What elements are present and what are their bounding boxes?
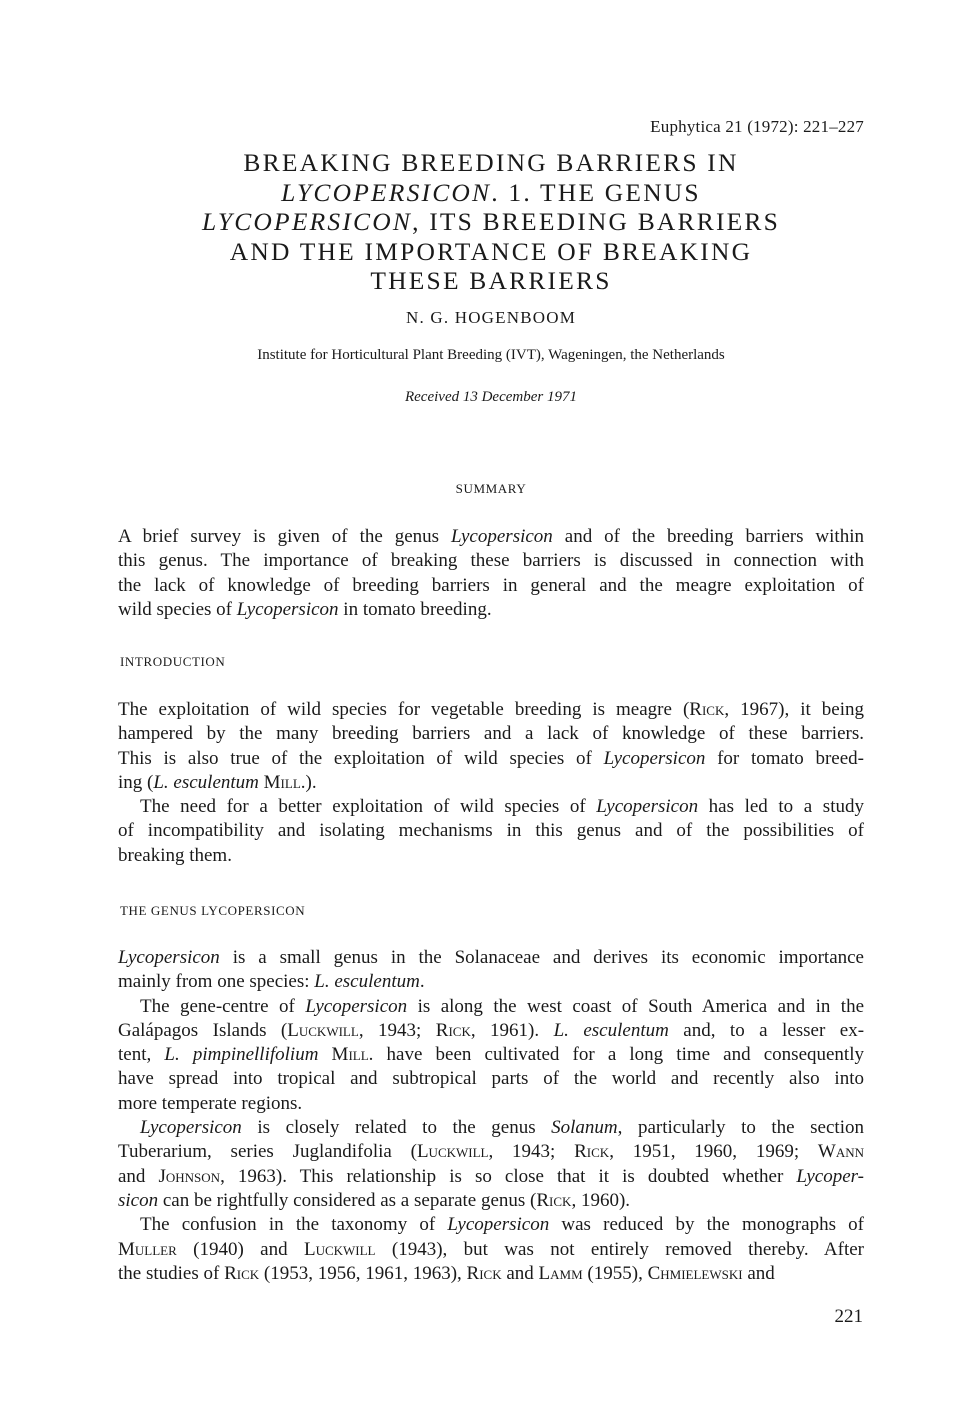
text-line: This is also true of the exploitation of wild species of Lycopersicon for tomato breed- <box>118 747 864 769</box>
text-line: The gene-centre of Lycopersicon is along the west coast of South America and in the <box>140 995 865 1017</box>
text-line: The need for a better exploitation of wild species of Lycopersicon has led to a study <box>140 796 864 818</box>
text-line: more temperate regions. <box>118 1092 303 1114</box>
author-name: N. G. HOGENBOOM <box>405 308 577 327</box>
journal-citation: Euphytica 21 (1972): 221–227 <box>650 117 864 136</box>
title-line: THESE BARRIERS <box>370 266 612 295</box>
title-line: AND THE IMPORTANCE OF BREAKING <box>229 236 753 266</box>
summary-heading: SUMMARY <box>455 481 527 496</box>
text-line: mainly from one species: L. esculentum. <box>118 971 425 993</box>
text-line: breaking them. <box>118 844 232 866</box>
introduction-paragraph <box>118 698 864 868</box>
page-number: 221 <box>834 1306 863 1327</box>
text-line: the studies of Rick (1953, 1956, 1961, 1963), Rick and Lamm (1955), Chmielewski and <box>118 1262 775 1284</box>
text-line: and Johnson, 1963). This relationship is so close that it is doubted whether Lycoper- <box>118 1165 864 1187</box>
text-line: ing (L. esculentum Mill.). <box>118 771 317 793</box>
text-line: Muller (1940) and Luckwill (1943), but was not entirely removed thereby. After <box>118 1238 864 1260</box>
title-line: BREAKING BREEDING BARRIERS IN <box>243 148 739 177</box>
text-line: tent, L. pimpinellifolium Mill. have been cultivated for a long time and consequently <box>118 1044 864 1066</box>
text-line: wild species of Lycopersicon in tomato breeding. <box>118 598 492 620</box>
text-line: The exploitation of wild species for vegetable breeding is meagre (Rick, 1967), it being <box>118 699 864 720</box>
text-line: of incompatibility and isolating mechanisms in this genus and of the possibilities of <box>118 820 864 842</box>
title-line: LYCOPERSICON. 1. THE GENUS <box>281 177 701 207</box>
text-line: hampered by the many breeding barriers and a lack of knowledge of these barriers. <box>118 723 864 745</box>
introduction-heading: INTRODUCTION <box>120 654 226 669</box>
article-title <box>120 148 862 296</box>
affiliation: Institute for Horticultural Plant Breeding (IVT), Wageningen, the Netherlands <box>257 347 725 363</box>
title-line: LYCOPERSICON, ITS BREEDING BARRIERS <box>201 207 781 236</box>
text-line: Lycopersicon is closely related to the genus Solanum, particularly to the section <box>140 1117 864 1139</box>
text-line: Tuberarium, series Juglandifolia (Luckwill, 1943; Rick, 1951, 1960, 1969; Wann <box>118 1141 865 1163</box>
text-line: Lycopersicon is a small genus in the Solanaceae and derives its economic importance <box>118 947 864 968</box>
genus-heading: THE GENUS LYCOPERSICON <box>120 903 306 918</box>
text-line: A brief survey is given of the genus Lycopersicon and of the breeding barriers within <box>118 526 864 547</box>
text-line: the lack of knowledge of breeding barriers in general and the meagre exploitation of <box>118 574 864 596</box>
text-line: sicon can be rightfully considered as a separate genus (Rick, 1960). <box>118 1189 631 1211</box>
text-line: this genus. The importance of breaking these barriers is discussed in connection with <box>118 550 864 572</box>
genus-paragraph <box>118 946 864 1286</box>
text-line: Galápagos Islands (Luckwill, 1943; Rick, 1961). L. esculentum and, to a lesser ex- <box>118 1019 865 1041</box>
title-italic-genus: LYCOPERSICON <box>281 177 492 207</box>
summary-paragraph <box>118 525 864 622</box>
text-line: The confusion in the taxonomy of Lycopersicon was reduced by the monographs of <box>140 1214 864 1236</box>
received-date: Received 13 December 1971 <box>404 389 577 405</box>
title-italic-genus: LYCOPERSICON <box>201 207 413 236</box>
text-line: have spread into tropical and subtropical parts of the world and recently also into <box>118 1068 864 1090</box>
